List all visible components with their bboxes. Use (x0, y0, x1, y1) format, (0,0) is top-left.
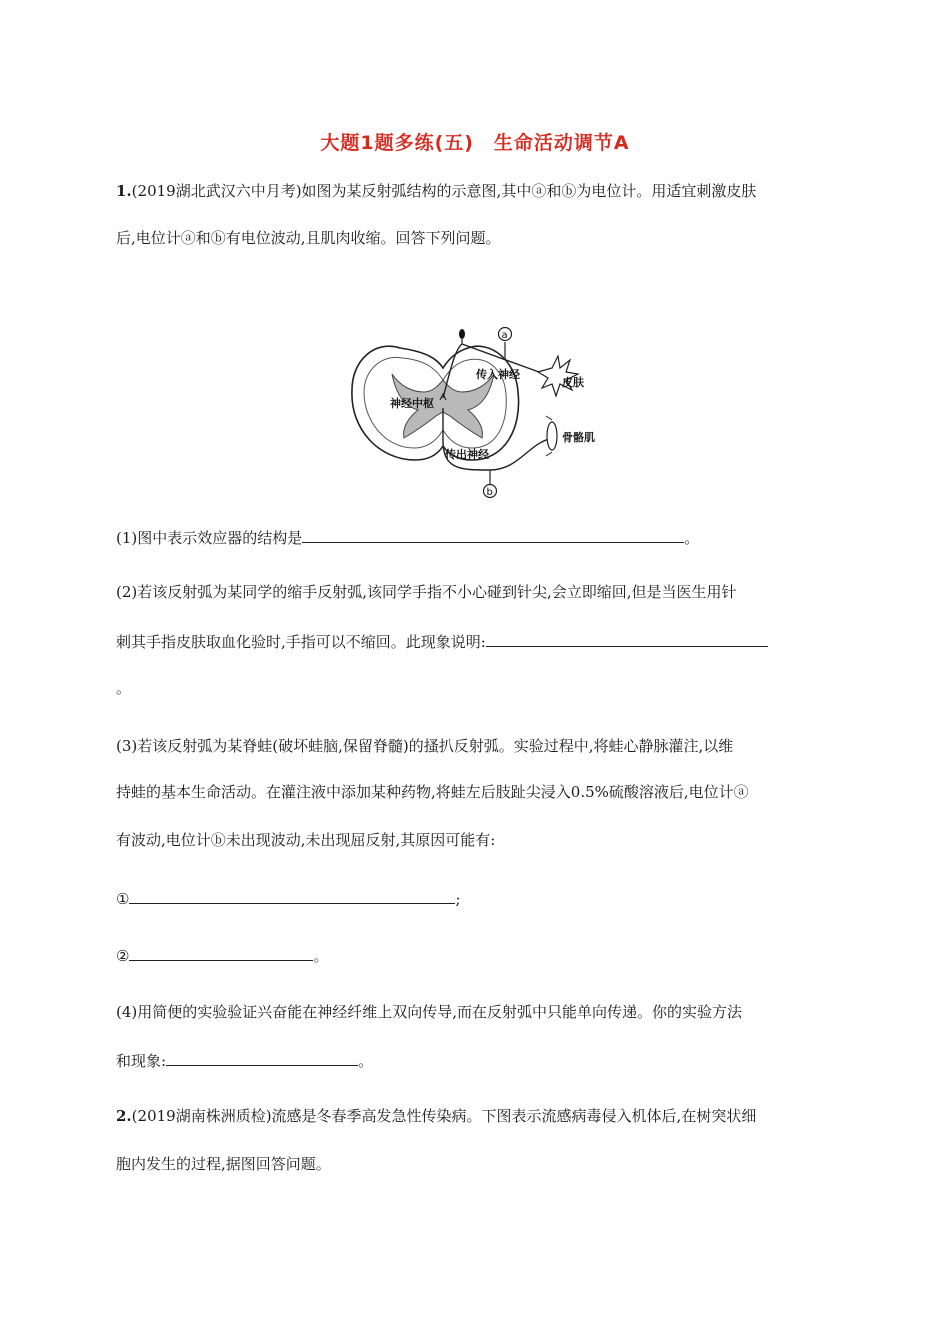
q1-stem-line1 (116, 181, 756, 201)
electrometer-a-label: a (501, 330, 508, 341)
q1-sub2-answer-blank[interactable] (486, 630, 768, 647)
q1-sub2-text: 刺其手指皮肤取血化验时,手指可以不缩回。此现象说明: (116, 633, 486, 651)
q1-option2-end: 。 (313, 947, 329, 965)
ganglion (459, 329, 465, 339)
q1-sub4-text: 和现象: (116, 1052, 167, 1070)
q1-sub4-line2 (116, 1049, 373, 1071)
q1-option1 (116, 887, 461, 909)
q2-stem-line2: 胞内发生的过程,据图回答问题。 (116, 1155, 331, 1173)
q1-sub3-line1: (3)若该反射弧为某脊蛙(破坏蛙脑,保留脊髓)的搔扒反射弧。实验过程中,将蛙心静脉灌注,以维 (116, 737, 734, 755)
q1-option2 (116, 944, 328, 966)
q1-option2-marker: ② (116, 947, 130, 965)
efferent-label: 传出神经 (445, 448, 489, 461)
q1-stem-line2: 后,电位计ⓐ和ⓑ有电位波动,且肌肉收缩。回答下列问题。 (116, 229, 501, 247)
q1-sub4-line1: (4)用简便的实验验证兴奋能在神经纤维上双向传导,而在反射弧中只能单向传递。你的实验方法 (116, 1003, 743, 1021)
q1-option1-end: ; (455, 890, 461, 908)
q2-stem-text: (2019湖南株洲质检)流感是冬春季高发急性传染病。下图表示流感病毒侵入机体后,在树突状细 (131, 1107, 757, 1125)
q1-sub1 (116, 526, 699, 548)
muscle-label: 骨骼肌 (562, 431, 595, 444)
q1-option2-answer-blank[interactable] (129, 944, 313, 961)
center-label: 神经中枢 (390, 397, 434, 410)
afferent-label: 传入神经 (476, 368, 520, 381)
q1-number: 1. (116, 182, 132, 200)
q1-sub3-line2: 持蛙的基本生命活动。在灌注液中添加某种药物,将蛙左后肢趾尖浸入0.5%硫酸溶液后,电位计ⓐ (116, 783, 749, 801)
q1-option1-answer-blank[interactable] (129, 887, 455, 904)
q1-sub4-answer-blank[interactable] (166, 1049, 358, 1066)
skeletal-muscle (547, 422, 557, 450)
q1-sub4-end: 。 (358, 1052, 374, 1070)
electrometer-b-label: b (486, 487, 493, 498)
q1-sub2-line2 (116, 630, 768, 652)
q1-option1-marker: ① (116, 890, 130, 908)
q1-stem-text: (2019湖北武汉六中月考)如图为某反射弧结构的示意图,其中ⓐ和ⓑ为电位计。用适宜刺激皮肤 (131, 182, 757, 200)
q1-sub2-end: 。 (116, 679, 132, 697)
q1-sub3-line3: 有波动,电位计ⓑ未出现波动,未出现屈反射,其原因可能有: (116, 831, 496, 849)
skin-label: 皮肤 (562, 376, 584, 389)
q1-sub1-text: (1)图中表示效应器的结构是 (116, 529, 303, 547)
reflex-arc-figure (340, 320, 620, 510)
page-title: 大题1题多练(五) 生命活动调节A (320, 132, 630, 154)
q1-sub1-answer-blank[interactable] (302, 526, 684, 543)
q2-stem-line1 (116, 1106, 756, 1126)
q1-sub1-end: 。 (684, 529, 700, 547)
q1-sub2-line1: (2)若该反射弧为某同学的缩手反射弧,该同学手指不小心碰到针尖,会立即缩回,但是当医生用针 (116, 583, 737, 601)
q2-number: 2. (116, 1107, 132, 1125)
